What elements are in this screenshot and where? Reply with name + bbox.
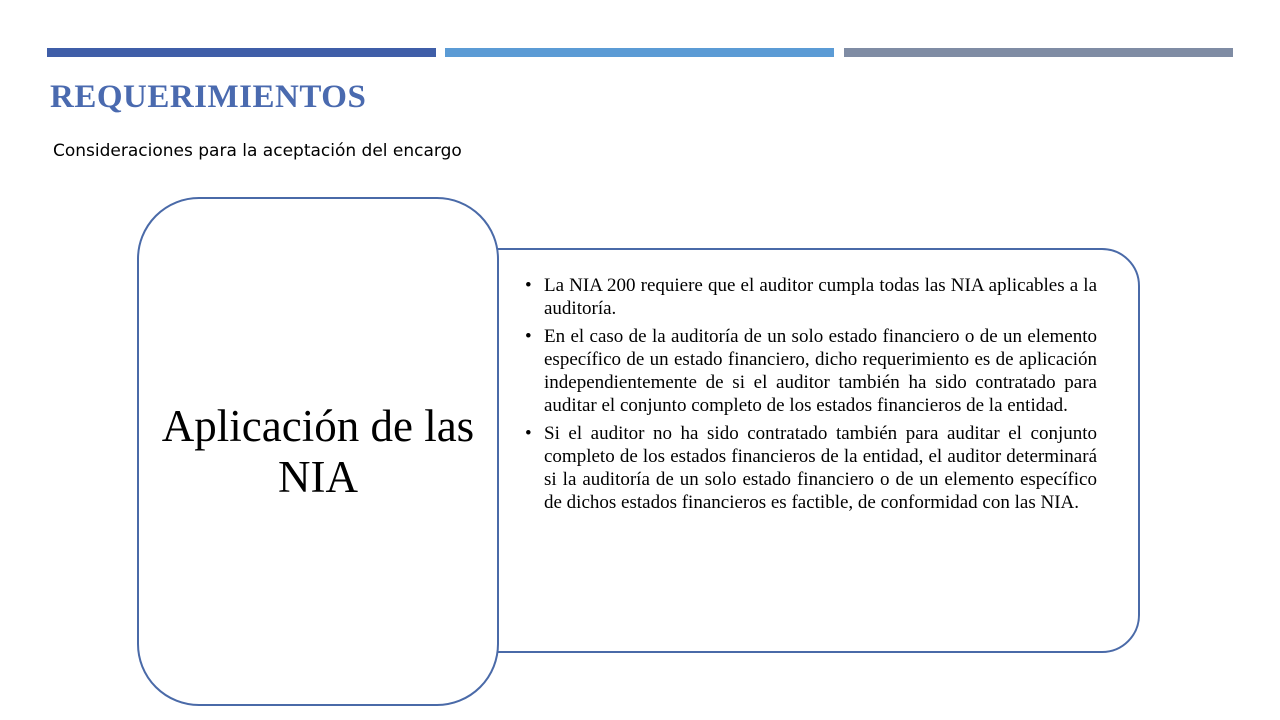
header-accent-bar-1 (47, 48, 436, 57)
header-accent-bar-2 (445, 48, 834, 57)
bullet-marker: • (525, 326, 532, 347)
header-accent-bar-3 (844, 48, 1233, 57)
bullet-text: En el caso de la auditoría de un solo estado financiero o de un elemento específico de un estado financiero, dicho requerimiento es de aplicación independientemente de si el auditor también ha sido contratado para auditar el conjunto completo de los estados financieros de la entidad. (544, 326, 1097, 416)
slide-title: REQUERIMIENTOS (50, 79, 367, 115)
bullet-text: La NIA 200 requiere que el auditor cumpla todas las NIA aplicables a la auditoría. (544, 275, 1097, 319)
detail-bullet-list (525, 274, 1097, 519)
slide-subtitle: Consideraciones para la aceptación del encargo (53, 141, 462, 161)
topic-label: Aplicación de las NIA (161, 400, 475, 502)
bullet-text: Si el auditor no ha sido contratado también para auditar el conjunto completo de los estados financieros de la entidad, el auditor determinará si la auditoría de un solo estado financiero o de un elemento específico de dichos estados financieros es factible, de conformidad con las NIA. (544, 423, 1097, 513)
list-item (525, 422, 1097, 514)
topic-box (137, 197, 499, 706)
bullet-marker: • (525, 275, 532, 296)
list-item (525, 325, 1097, 417)
bullet-marker: • (525, 423, 532, 444)
list-item (525, 274, 1097, 320)
